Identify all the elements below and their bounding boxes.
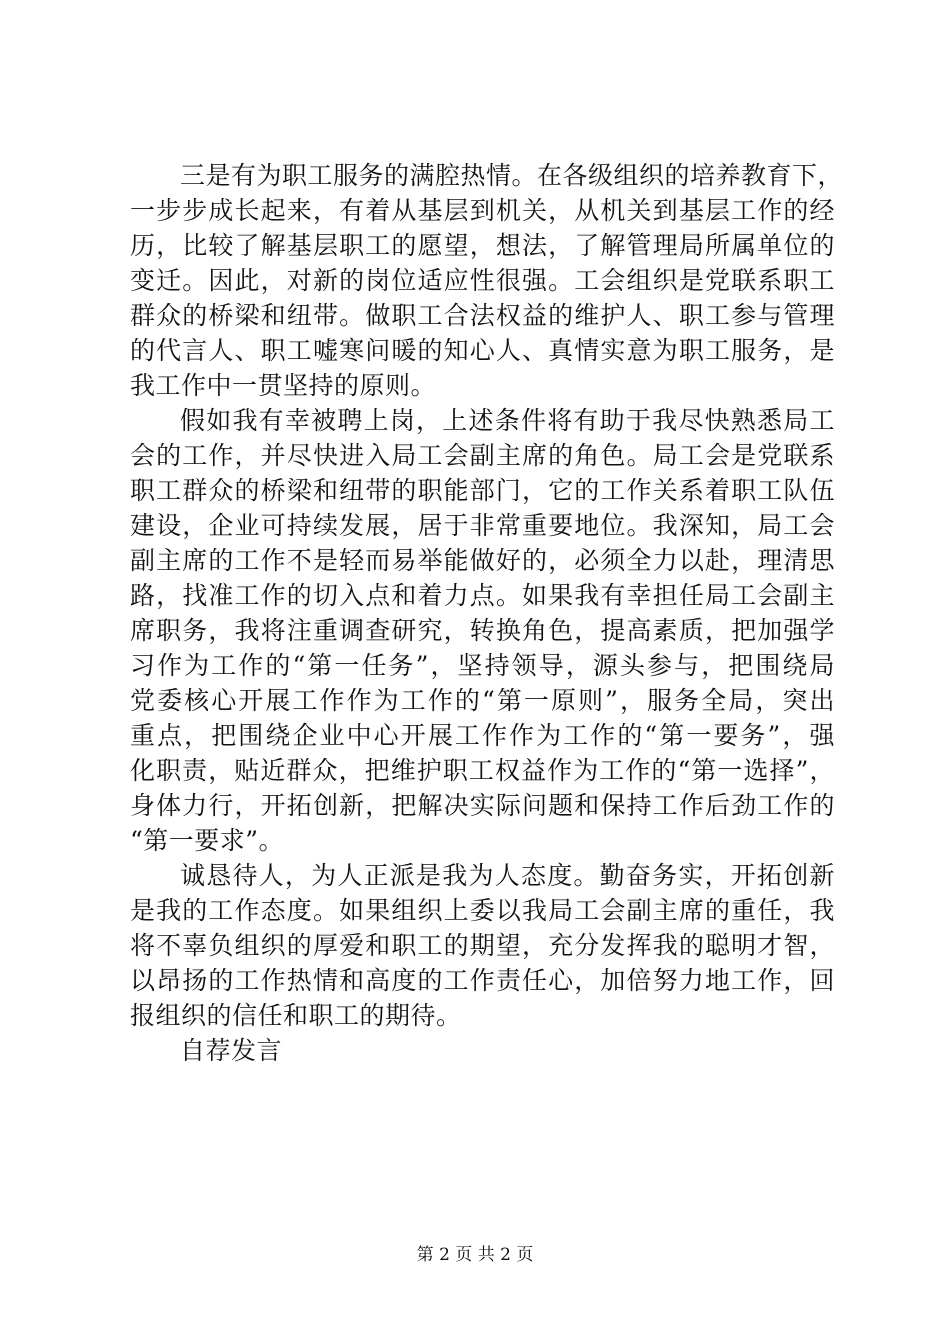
text-line: 假如我有幸被聘上岗，上述条件将有助于我尽快熟悉局工: [180, 406, 835, 435]
text-line: 是我的工作态度。如果组织上委以我局工会副主席的重任，我: [130, 896, 835, 925]
text-line: 变迁。因此，对新的岗位适应性很强。工会组织是党联系职工: [130, 266, 835, 295]
text-line: 报组织的信任和职工的期待。: [130, 1001, 462, 1030]
text-line: 以昂扬的工作热情和高度的工作责任心，加倍努力地工作，回: [130, 966, 835, 995]
text-line: 党委核心开展工作作为工作的“第一原则”，服务全局，突出: [130, 686, 835, 715]
text-line: 将不辜负组织的厚爱和职工的期望，充分发挥我的聪明才智，: [130, 931, 835, 960]
text-line: 身体力行，开拓创新，把解决实际问题和保持工作后劲工作的: [130, 791, 835, 820]
paragraph-1: [130, 158, 844, 403]
text-line: 历，比较了解基层职工的愿望，想法，了解管理局所属单位的: [130, 231, 835, 260]
text-line: 习作为工作的“第一任务”，坚持领导，源头参与，把围绕局: [130, 651, 835, 680]
text-line: 路，找准工作的切入点和着力点。如果我有幸担任局工会副主: [130, 581, 835, 610]
text-line: 我工作中一贯坚持的原则。: [130, 371, 437, 400]
text-line: 三是有为职工服务的满腔热情。在各级组织的培养教育下，: [180, 161, 844, 190]
text-line: 诚恳待人，为人正派是我为人态度。勤奋务实，开拓创新: [180, 861, 835, 890]
text-line: 一步步成长起来，有着从基层到机关，从机关到基层工作的经: [130, 196, 835, 225]
paragraph-4: [130, 1033, 835, 1068]
text-line: 席职务，我将注重调查研究，转换角色，提高素质，把加强学: [130, 616, 835, 645]
text-line: 的代言人、职工嘘寒问暖的知心人、真情实意为职工服务，是: [130, 336, 835, 365]
document-body: [130, 158, 844, 1068]
text-line: “第一要求”。: [130, 826, 285, 855]
page-footer: 第 2 页 共 2 页: [416, 1245, 534, 1265]
text-line: 重点，把围绕企业中心开展工作作为工作的“第一要务”，强: [130, 721, 835, 750]
paragraph-3: [130, 858, 835, 1033]
paragraph-2: [130, 403, 835, 858]
text-line: 自荐发言: [180, 1036, 283, 1065]
text-line: 副主席的工作不是轻而易举能做好的，必须全力以赴，理清思: [130, 546, 835, 575]
text-line: 会的工作，并尽快进入局工会副主席的角色。局工会是党联系: [130, 441, 835, 470]
text-line: 建设，企业可持续发展，居于非常重要地位。我深知，局工会: [130, 511, 835, 540]
text-line: 化职责，贴近群众，把维护职工权益作为工作的“第一选择”，: [130, 756, 835, 785]
text-line: 职工群众的桥梁和纽带的职能部门，它的工作关系着职工队伍: [130, 476, 835, 505]
text-line: 群众的桥梁和纽带。做职工合法权益的维护人、职工参与管理: [130, 301, 835, 330]
